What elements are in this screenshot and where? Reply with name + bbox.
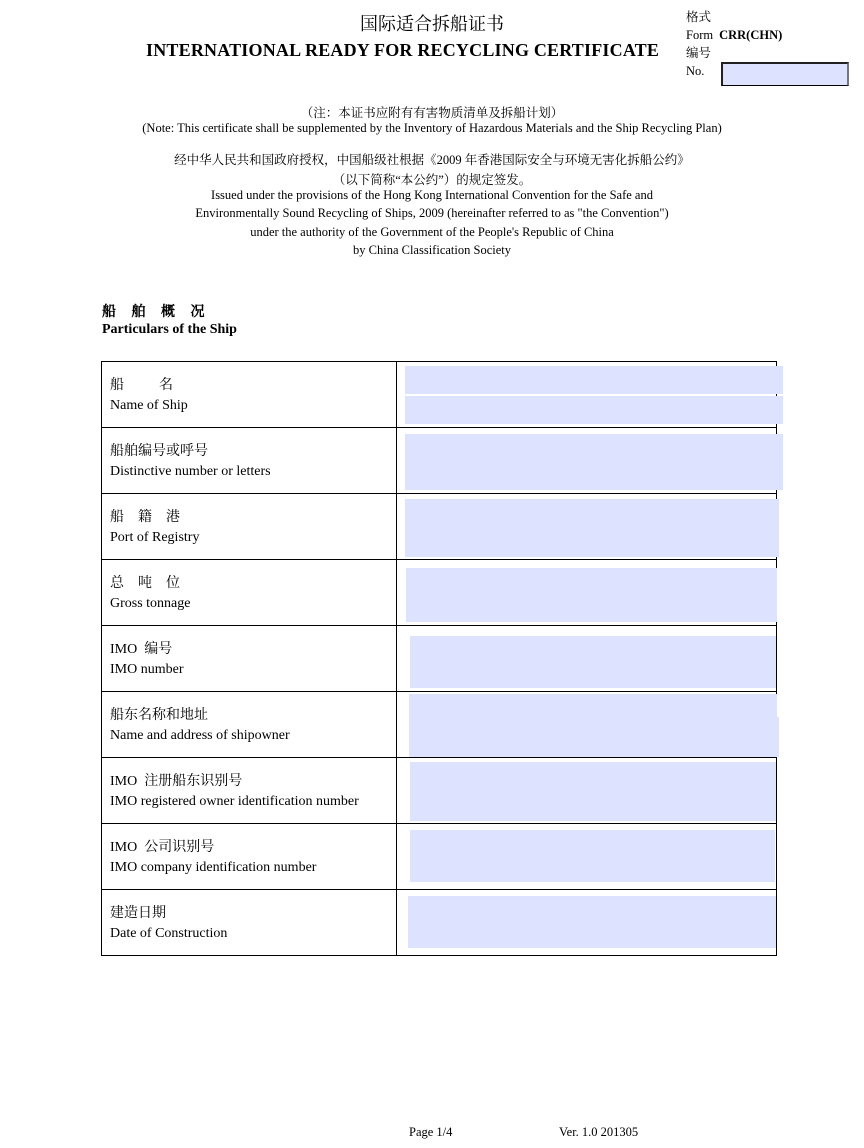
section-title-en: Particulars of the Ship bbox=[102, 322, 237, 337]
name-of-ship-field-1[interactable] bbox=[405, 366, 783, 394]
table-row bbox=[102, 890, 777, 956]
issued-en-line-3: under the authority of the Government of the People's Republic of China bbox=[250, 225, 614, 239]
row-label bbox=[102, 560, 397, 626]
row-value bbox=[397, 626, 777, 692]
row-label bbox=[102, 494, 397, 560]
label-zh: 总 吨 位 bbox=[110, 576, 180, 591]
row-value bbox=[397, 758, 777, 824]
table-row bbox=[102, 362, 777, 428]
name-of-ship-field-2[interactable] bbox=[405, 396, 783, 424]
certificate-title-en: INTERNATIONAL READY FOR RECYCLING CERTIFICATE bbox=[146, 40, 660, 60]
row-value bbox=[397, 824, 777, 890]
table-row bbox=[102, 428, 777, 494]
table-row bbox=[102, 560, 777, 626]
label-en: Gross tonnage bbox=[110, 596, 191, 611]
table-row bbox=[102, 758, 777, 824]
imo-number-field[interactable] bbox=[410, 636, 776, 688]
row-label bbox=[102, 428, 397, 494]
label-zh: IMO 编号 bbox=[110, 642, 173, 657]
row-label bbox=[102, 362, 397, 428]
row-label bbox=[102, 890, 397, 956]
shipowner-address-field[interactable] bbox=[409, 717, 779, 757]
issued-en-line-2: Environmentally Sound Recycling of Ships, 2009 (hereinafter referred to as "the Convention") bbox=[195, 206, 669, 220]
label-en: IMO registered owner identification number bbox=[110, 794, 359, 809]
label-en: IMO number bbox=[110, 662, 184, 677]
table-row bbox=[102, 824, 777, 890]
no-label-en: No. bbox=[686, 64, 705, 78]
row-value bbox=[397, 428, 777, 494]
section-title-zh: 船 舶 概 况 bbox=[102, 305, 211, 320]
row-label bbox=[102, 758, 397, 824]
label-en: Name of Ship bbox=[110, 398, 188, 413]
version-label: Ver. 1.0 201305 bbox=[559, 1125, 639, 1139]
label-en: Distinctive number or letters bbox=[110, 464, 271, 479]
label-en: IMO company identification number bbox=[110, 860, 317, 875]
form-code: CRR(CHN) bbox=[719, 28, 783, 42]
issued-zh-line-2: （以下简称“本公约”）的规定签发。 bbox=[332, 173, 532, 187]
ship-particulars-table bbox=[101, 361, 777, 956]
issued-en-line-4: by China Classification Society bbox=[353, 243, 511, 257]
label-en: Name and address of shipowner bbox=[110, 728, 290, 743]
row-value bbox=[397, 494, 777, 560]
row-label bbox=[102, 626, 397, 692]
imo-owner-id-field[interactable] bbox=[410, 762, 776, 821]
row-value bbox=[397, 692, 777, 758]
label-zh: 船 名 bbox=[110, 378, 173, 393]
label-zh: 船 籍 港 bbox=[110, 510, 180, 525]
label-en: Port of Registry bbox=[110, 530, 200, 545]
form-label-en: Form bbox=[686, 28, 714, 42]
row-label bbox=[102, 824, 397, 890]
note-en: (Note: This certificate shall be supplemented by the Inventory of Hazardous Materials and the Ship Recycling Plan) bbox=[142, 121, 722, 135]
label-zh: 建造日期 bbox=[110, 906, 166, 921]
table-row bbox=[102, 692, 777, 758]
date-of-construction-field[interactable] bbox=[408, 896, 776, 948]
label-zh: 船舶编号或呼号 bbox=[110, 444, 208, 459]
imo-company-id-field[interactable] bbox=[410, 830, 775, 882]
label-en: Date of Construction bbox=[110, 926, 228, 941]
note-zh: （注：本证书应附有有害物质清单及拆船计划） bbox=[300, 106, 564, 120]
distinctive-number-field[interactable] bbox=[405, 434, 783, 490]
row-label bbox=[102, 692, 397, 758]
page-number: Page 1/4 bbox=[409, 1125, 453, 1139]
issued-en-line-1: Issued under the provisions of the Hong Kong International Convention for the Safe and bbox=[211, 188, 653, 202]
row-value bbox=[397, 560, 777, 626]
no-label-zh: 编号 bbox=[686, 46, 712, 60]
form-label-zh: 格式 bbox=[686, 10, 712, 24]
port-of-registry-field[interactable] bbox=[405, 499, 779, 557]
label-zh: IMO 公司识别号 bbox=[110, 840, 215, 855]
row-value bbox=[397, 890, 777, 956]
row-value bbox=[397, 362, 777, 428]
label-zh: 船东名称和地址 bbox=[110, 708, 208, 723]
certificate-number-field[interactable] bbox=[721, 62, 849, 86]
issued-zh-line-1: 经中华人民共和国政府授权，中国船级社根据《2009 年香港国际安全与环境无害化拆船公约》 bbox=[174, 153, 690, 167]
table-row bbox=[102, 626, 777, 692]
certificate-title-zh: 国际适合拆船证书 bbox=[360, 14, 504, 34]
table-row bbox=[102, 494, 777, 560]
label-zh: IMO 注册船东识别号 bbox=[110, 774, 243, 789]
gross-tonnage-field[interactable] bbox=[406, 568, 777, 622]
